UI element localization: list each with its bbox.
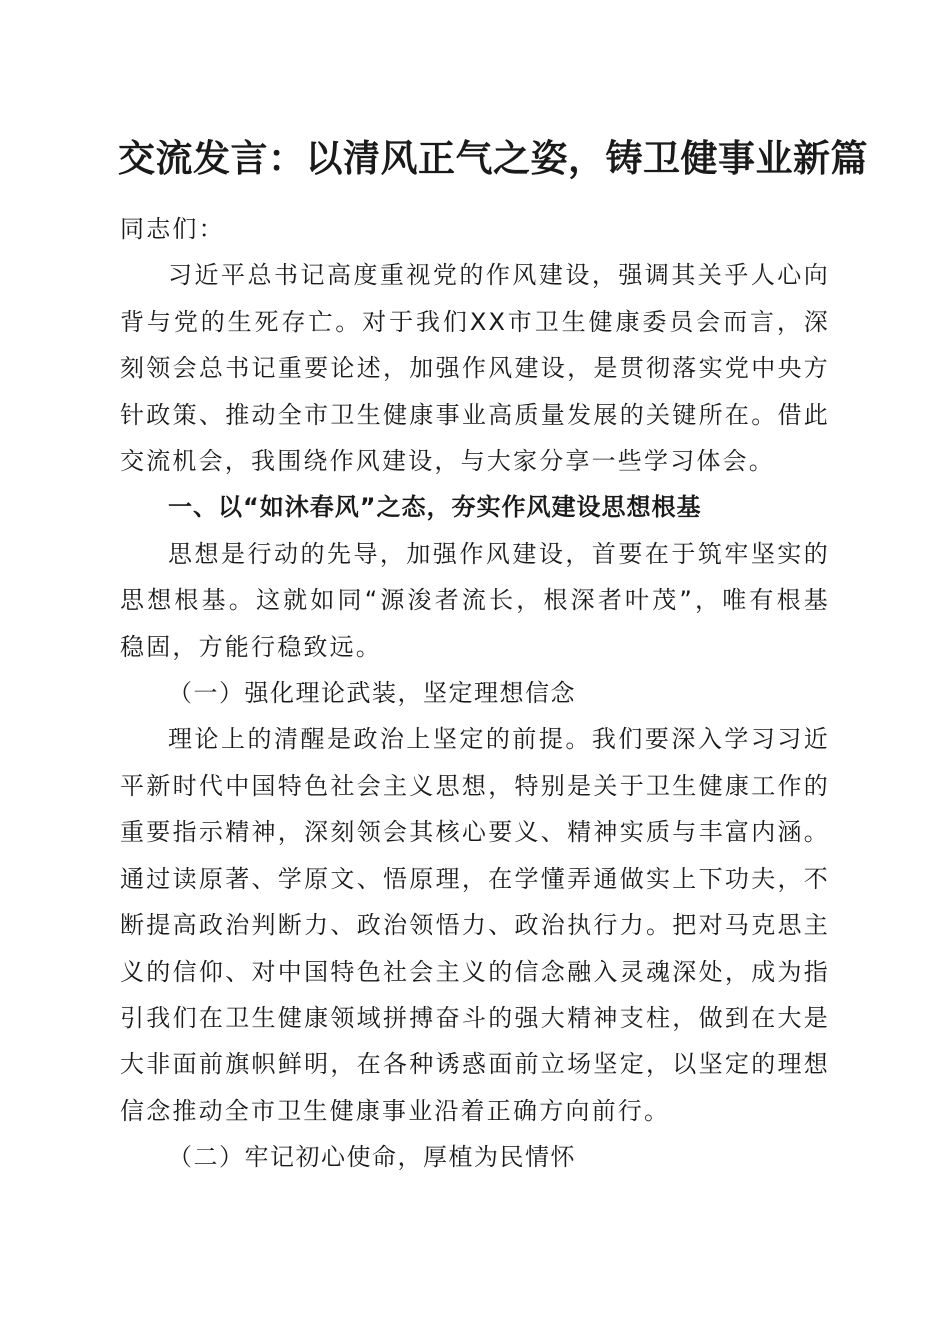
subsection-heading-1-1: （一）强化理论武装，坚定理想信念 [168,679,576,708]
document-title: 交流发言：以清风正气之姿，铸卫健事业新篇 [118,136,868,180]
document-body [120,206,830,1181]
section-1-paragraph: 思想是行动的先导，加强作风建设，首要在于筑牢坚实的思想根基。这就如同“源浚者流长，根深者叶茂”，唯有根基稳固，方能行稳致远。 [120,539,830,661]
intro-paragraph: 习近平总书记高度重视党的作风建设，强调其关乎人心向背与党的生死存亡。对于我们XX市卫生健康委员会而言，深刻领会总书记重要论述，加强作风建设，是贯彻落实党中央方针政策、推动全市卫生健康事业高质量发展的关键所在。借此交流机会，我围绕作风建设，与大家分享一些学习体会。 [120,261,830,476]
salutation: 同志们： [120,215,225,243]
subsection-1-1-paragraph: 理论上的清醒是政治上坚定的前提。我们要深入学习习近平新时代中国特色社会主义思想，特别是关于卫生健康工作的重要指示精神，深刻领会其核心要义、精神实质与丰富内涵。通过读原著、学原文、悟原理，在学懂弄通做实上下功夫，不断提高政治判断力、政治领悟力、政治执行力。把对马克思主义的信仰、对中国特色社会主义的信念融入灵魂深处，成为指引我们在卫生健康领域拼搏奋斗的强大精神支柱，做到在大是大非面前旗帜鲜明，在各种诱惑面前立场坚定，以坚定的理想信念推动全市卫生健康事业沿着正确方向前行。 [120,725,830,1125]
subsection-heading-1-2: （二）牢记初心使命，厚植为民情怀 [168,1143,576,1172]
section-heading-1: 一、以“如沐春风”之态，夯实作风建设思想根基 [168,493,702,522]
